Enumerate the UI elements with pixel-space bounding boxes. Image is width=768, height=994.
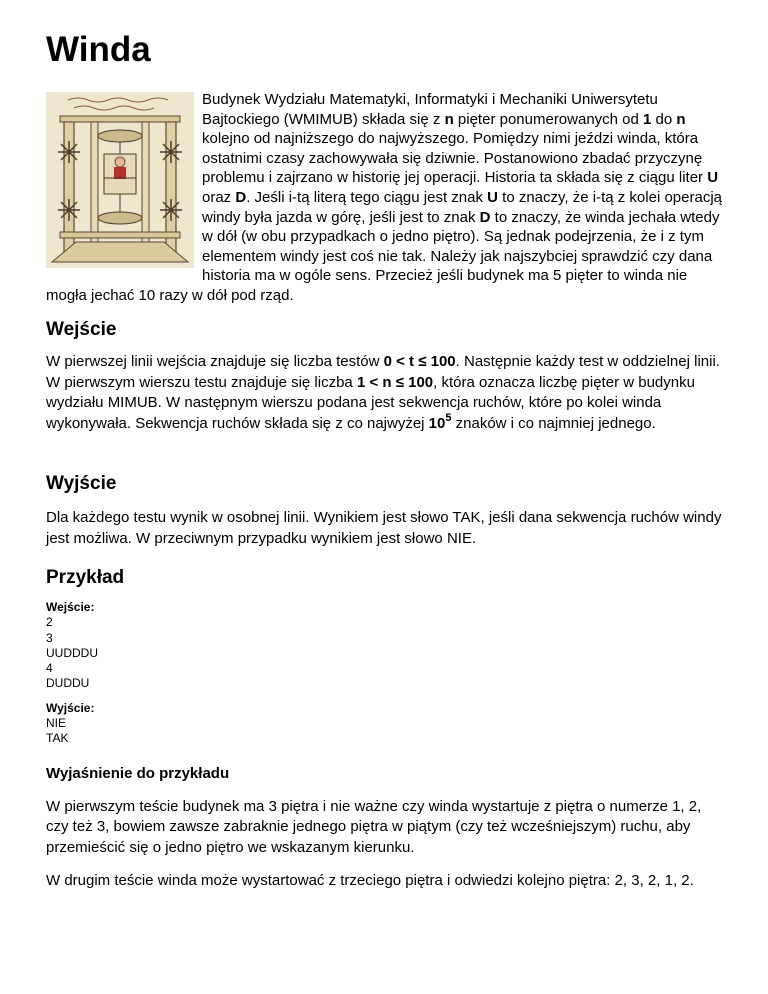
explanation-paragraph-1: W pierwszym teście budynek ma 3 piętra i nie ważne czy winda wystartuje z piętra o numerze 1, 2, czy też 3, bowiem zawsze zabraknie jednego piętra w piątym (czy też wcześniejszym) ruchu, aby przemieścić się o jedno piętro we wskazanym kierunku. bbox=[46, 797, 702, 856]
input-bold-1: 0 < t ≤ 100 bbox=[383, 353, 456, 370]
input-text-1: W pierwszej linii wejścia znajduje się liczba testów bbox=[46, 353, 384, 370]
input-description bbox=[46, 352, 726, 434]
example-input-block bbox=[46, 600, 726, 692]
intro-letter-d2: D bbox=[479, 208, 491, 226]
explanation-heading: Wyjaśnienie do przykładu bbox=[46, 764, 230, 782]
input-text-3: , która oznacza liczbę pięter w budynku wydziału MIMUB. W następnym wierszu podana jest sekwencja ruchów, które po kolei winda wykonywała. Sekwencja ruchów składa się z co najwyżej bbox=[46, 373, 695, 432]
explanation-paragraph-2: W drugim teście winda może wystartować z trzeciego piętra i odwiedzi kolejno piętra: 2, 3, 2, 1, 2. bbox=[46, 872, 694, 890]
intro-one: 1 bbox=[643, 110, 652, 128]
intro-text-1: Budynek Wydziału Matematyki, Informatyki i Mechaniki Uniwersytetu Bajtockiego (WMIMUB) składa się z bbox=[202, 91, 658, 128]
intro-text-8: to znaczy, że winda jechała wtedy w dół (w obu przypadkach o jedno piętro). Są jednak podejrzenia, że i z tym elementem windy jest coś nie tak. Należy jak najszybciej sprawdzić czy dana historia ma w ogóle sens. Przecież jeśli budynek ma 5 pięter to winda nie mogła jechać 10 razy w dół pod rząd. bbox=[46, 208, 720, 304]
page-title: Winda bbox=[46, 30, 151, 69]
input-bold-2: 1 < n ≤ 100 bbox=[356, 373, 434, 391]
illustration-drawing bbox=[46, 92, 194, 268]
intro-paragraph bbox=[46, 90, 726, 306]
input-exponent: 5 bbox=[445, 411, 452, 424]
example-output-block bbox=[46, 701, 726, 747]
example-output-line: NIE bbox=[46, 716, 67, 731]
example-output-label: Wyjście: bbox=[46, 700, 95, 715]
example-input-line: 2 bbox=[46, 615, 53, 630]
example-input-line: DUDDU bbox=[46, 676, 90, 691]
example-input-label: Wejście: bbox=[46, 600, 95, 614]
intro-text-7: to znaczy, że i-tą z kolei operacją windy była jazda w górę, jeśli jest to znak bbox=[202, 188, 722, 226]
example-heading: Przykład bbox=[46, 567, 125, 588]
input-section bbox=[46, 318, 726, 434]
intro-text-4: kolejno od najniższego do najwyższego. Pomiędzy nimi jeździ winda, która ostatnimi czasy zachowywała się dziwnie. Postanowiono zbadać przyczynę problemu i zajrzano w historię jej operacji. Historia ta składa się z ciągu liter bbox=[202, 130, 708, 187]
example-output-line: TAK bbox=[46, 731, 69, 746]
intro-var-n2: n bbox=[676, 110, 686, 128]
intro-text-5: oraz bbox=[202, 188, 236, 206]
example-section bbox=[46, 566, 726, 892]
input-heading: Wejście bbox=[46, 319, 117, 340]
example-input-line: 3 bbox=[46, 630, 53, 645]
output-description: Dla każdego testu wynik w osobnej linii. Wynikiem jest słowo TAK, jeśli dana sekwencja ruchów windy jest możliwa. W przeciwnym przypadku wynikiem jest słowo NIE. bbox=[46, 509, 722, 547]
output-section bbox=[46, 472, 726, 549]
input-text-2: . Następnie każdy test w oddzielnej linii. W pierwszym wierszu testu znajduje się liczba bbox=[46, 353, 720, 391]
medieval-elevator-illustration bbox=[46, 92, 194, 268]
intro-text-6: . Jeśli i-tą literą tego ciągu jest znak bbox=[246, 188, 488, 206]
intro-text-3: do bbox=[651, 110, 677, 128]
example-input-line: UUDDDU bbox=[46, 645, 98, 660]
intro-text-2: pięter ponumerowanych od bbox=[453, 110, 644, 128]
intro-letter-u2: U bbox=[487, 188, 498, 206]
intro-letter-u1: U bbox=[707, 169, 719, 187]
input-text-4: znaków i co najmniej jednego. bbox=[451, 414, 656, 432]
output-heading: Wyjście bbox=[46, 473, 117, 494]
intro-letter-d1: D bbox=[235, 188, 247, 206]
example-input-line: 4 bbox=[46, 661, 53, 676]
input-bold-3: 10 bbox=[428, 414, 446, 432]
intro-var-n1: n bbox=[444, 110, 454, 128]
